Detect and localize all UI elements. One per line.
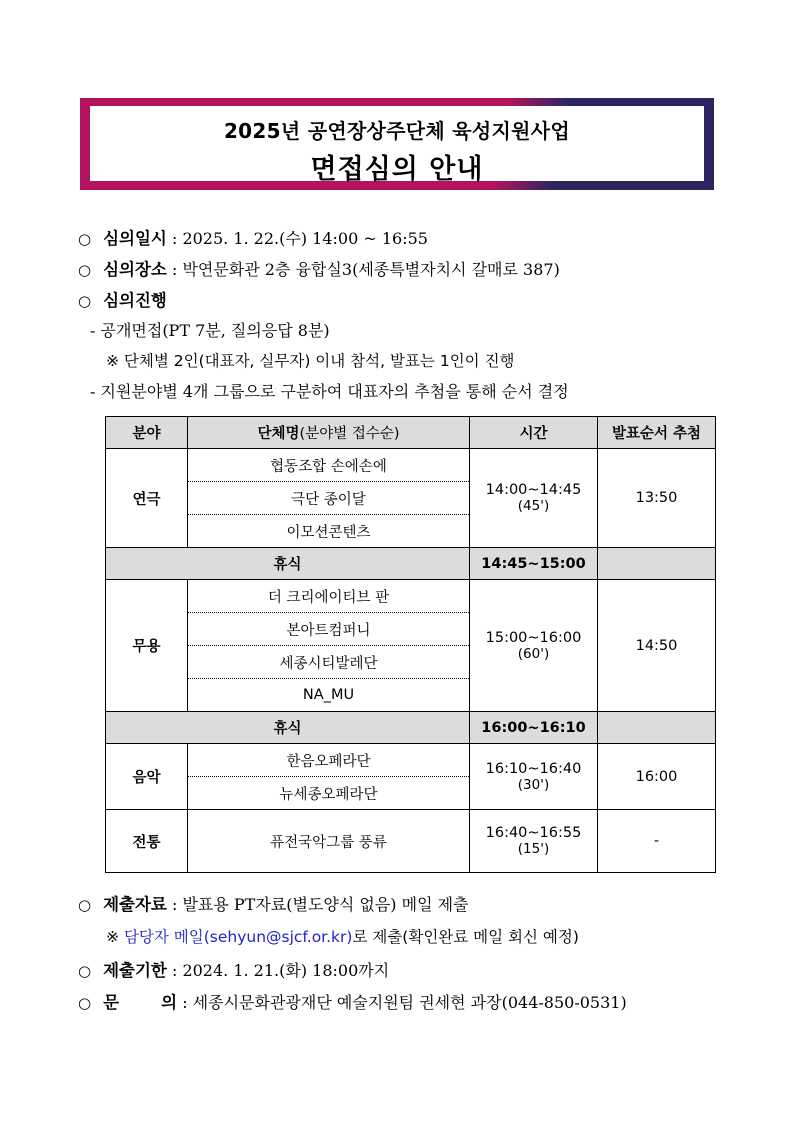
order-music: 16:00: [598, 744, 716, 810]
venue-sep: :: [171, 260, 178, 279]
inquiry-label: [103, 989, 177, 1013]
venue-label: 심의장소: [103, 260, 167, 279]
progress-item2: - 지원분야별 4개 그룹으로 구분하여 대표자의 추첨을 통해 순서 결정: [90, 382, 569, 401]
group-name: 더 크리에이티브 판: [188, 580, 470, 613]
time-duration: (45'): [517, 498, 550, 514]
header-group: [188, 417, 470, 449]
header-field: 분야: [106, 417, 188, 449]
materials-label: 제출자료: [103, 895, 167, 914]
break-order: [598, 548, 716, 580]
bullet: ○: [78, 994, 92, 1012]
bullet: ○: [78, 962, 92, 980]
table-row: [106, 449, 716, 482]
break-row: [106, 712, 716, 744]
datetime-label: 심의일시: [103, 229, 167, 248]
group-name: 퓨전국악그룹 풍류: [188, 810, 470, 873]
contact-email: 담당자 메일(sehyun@sjcf.or.kr): [123, 928, 353, 946]
time-range: 16:10~16:40: [485, 760, 582, 777]
header-group-sub: (분야별 접수순): [299, 426, 400, 442]
inquiry-value: 세종시문화관광재단 예술지원팀 권세현 과장(044-850-0531): [192, 993, 627, 1012]
break-label: 휴식: [106, 548, 470, 580]
time-dance: [470, 580, 598, 712]
group-name: 뉴세종오페라단: [188, 777, 470, 810]
group-name: NA_MU: [188, 679, 470, 712]
group-name: 협동조합 손에손에: [188, 449, 470, 482]
order-traditional: -: [598, 810, 716, 873]
inquiry-label-b: 의: [161, 993, 178, 1012]
break-time: 14:45~15:00: [470, 548, 598, 580]
bullet: ○: [78, 896, 92, 914]
time-range: 16:40~16:55: [485, 825, 582, 841]
break-row: [106, 548, 716, 580]
header-row: [106, 417, 716, 449]
time-duration: (60'): [517, 645, 550, 662]
time-music: [470, 744, 598, 810]
bullet: ○: [78, 261, 92, 279]
note-mark: ※: [106, 928, 119, 946]
deadline-sep: :: [171, 961, 178, 980]
materials-line: [78, 891, 469, 915]
deadline-value: 2024. 1. 21.(화) 18:00까지: [182, 961, 390, 980]
table-row: [106, 744, 716, 777]
title-line1: 2025년 공연장상주단체 육성지원사업: [223, 119, 571, 143]
title-line2: 면접심의 안내: [310, 154, 484, 185]
progress-line: [78, 287, 167, 311]
field-dance: 무용: [106, 580, 188, 712]
break-time: 16:00~16:10: [470, 712, 598, 744]
schedule-table: [105, 416, 716, 873]
group-name: 한음오페라단: [188, 744, 470, 777]
progress-item1: - 공개면접(PT 7분, 질의응답 8분): [90, 321, 330, 340]
break-label: 휴식: [106, 712, 470, 744]
datetime-sep: :: [171, 229, 178, 248]
bullet: ○: [78, 292, 92, 310]
venue-value: 박연문화관 2층 융합실3(세종특별자치시 갈매로 387): [182, 260, 560, 279]
group-name: 극단 종이달: [188, 482, 470, 515]
header-group-bold: 단체명: [257, 426, 300, 442]
note-rest: 로 제출(확인완료 메일 회신 예정): [352, 928, 579, 946]
title-panel: [90, 106, 704, 185]
materials-sep: :: [171, 895, 178, 914]
header-time: 시간: [470, 417, 598, 449]
group-name: 본아트컴퍼니: [188, 613, 470, 646]
group-name: 세종시티발레단: [188, 646, 470, 679]
order-theater: 13:50: [598, 449, 716, 548]
datetime-line: [78, 225, 428, 249]
progress-label: 심의진행: [103, 291, 167, 310]
table-row: [106, 810, 716, 873]
deadline-line: [78, 957, 389, 981]
table-row: [106, 580, 716, 613]
progress-note1: ※ 단체별 2인(대표자, 실무자) 이내 참석, 발표는 1인이 진행: [106, 352, 515, 370]
inquiry-label-a: 문: [103, 993, 120, 1012]
materials-value: 발표용 PT자료(별도양식 없음) 메일 제출: [182, 895, 469, 914]
time-range: 14:00~14:45: [485, 482, 582, 498]
materials-note: [106, 925, 579, 947]
order-dance: 14:50: [598, 580, 716, 712]
time-traditional: [470, 810, 598, 873]
deadline-label: 제출기한: [103, 961, 167, 980]
field-music: 음악: [106, 744, 188, 810]
time-duration: (30'): [517, 776, 550, 793]
field-theater: 연극: [106, 449, 188, 548]
group-name: 이모션콘텐츠: [188, 515, 470, 548]
time-duration: (15'): [517, 841, 550, 857]
field-traditional: 전통: [106, 810, 188, 873]
inquiry-sep: :: [182, 993, 188, 1012]
bullet: ○: [78, 230, 92, 248]
time-range: 15:00~16:00: [485, 629, 582, 646]
datetime-value: 2025. 1. 22.(수) 14:00 ~ 16:55: [182, 229, 428, 248]
venue-line: [78, 256, 560, 280]
header-order: 발표순서 추첨: [598, 417, 716, 449]
break-order: [598, 712, 716, 744]
time-theater: [470, 449, 598, 548]
inquiry-line: [78, 989, 627, 1013]
title-banner: [80, 98, 714, 190]
